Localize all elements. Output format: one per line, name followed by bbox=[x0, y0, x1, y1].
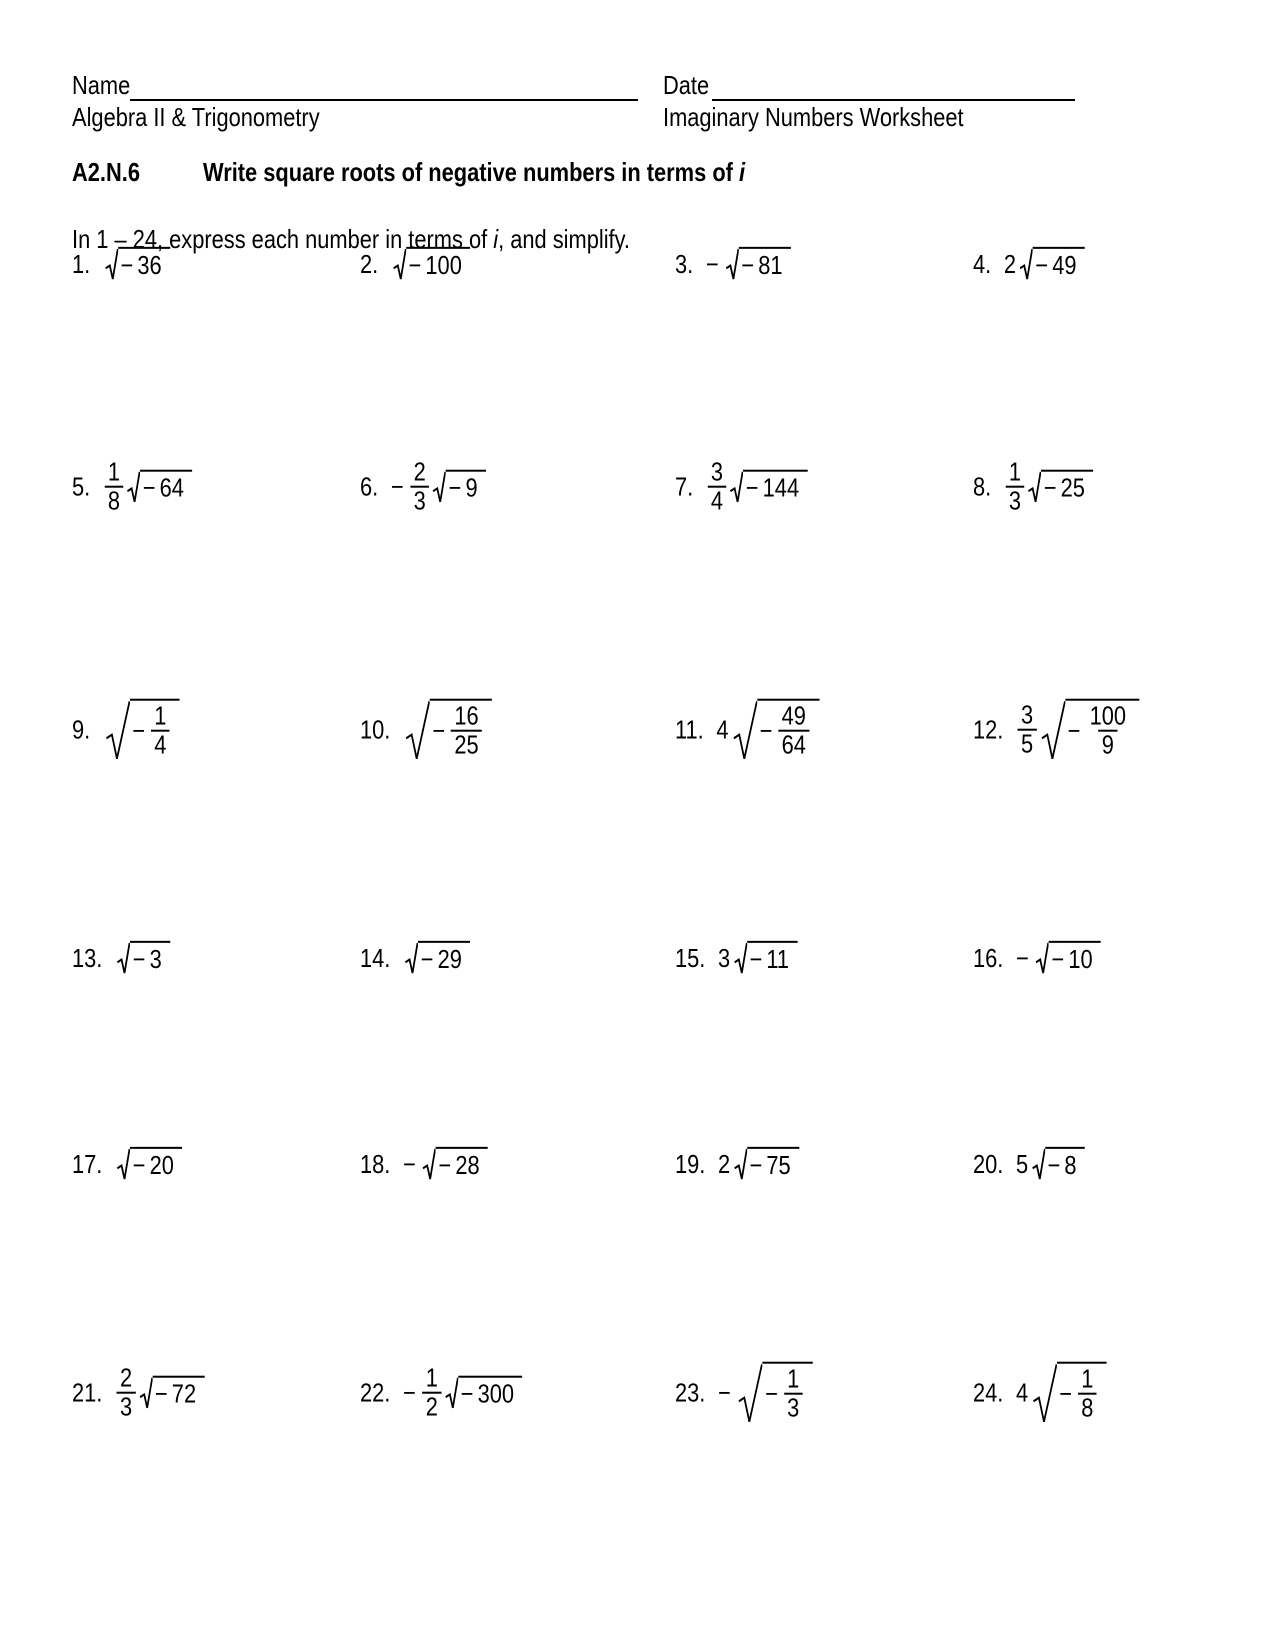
radicand-value: 64 bbox=[159, 472, 184, 503]
radicand-negative-sign: − bbox=[1035, 249, 1049, 280]
radical bbox=[730, 470, 808, 504]
radicand bbox=[130, 941, 170, 975]
coefficient: 4 bbox=[1015, 1377, 1029, 1408]
name-blank-line bbox=[130, 99, 638, 101]
problem-number: 1. bbox=[72, 248, 91, 279]
fraction-denominator: 5 bbox=[1018, 729, 1037, 758]
radical bbox=[104, 699, 179, 762]
radical bbox=[725, 247, 791, 281]
radicand-negative-sign: − bbox=[741, 249, 755, 280]
radical bbox=[392, 247, 470, 281]
problem-cell bbox=[973, 941, 1101, 975]
radicand-value: 100 bbox=[425, 249, 462, 280]
fraction-denominator: 4 bbox=[707, 486, 726, 515]
fraction-denominator: 8 bbox=[104, 486, 123, 515]
problem-number: 11. bbox=[675, 714, 704, 745]
radicand-value: 9 bbox=[465, 472, 478, 503]
problem-cell bbox=[675, 456, 807, 516]
radical-sign-icon bbox=[139, 1376, 152, 1410]
coefficient: 2 bbox=[717, 1148, 731, 1179]
fraction-numerator: 100 bbox=[1089, 700, 1127, 731]
radicand-fraction bbox=[451, 700, 482, 760]
radical-sign-icon bbox=[104, 699, 129, 762]
radicand-fraction bbox=[1078, 1363, 1097, 1423]
fraction-denominator: 25 bbox=[451, 730, 482, 759]
radicand bbox=[140, 470, 192, 504]
fraction-denominator: 3 bbox=[117, 1392, 136, 1421]
radicand-negative-sign: − bbox=[408, 249, 422, 280]
radical-sign-icon bbox=[733, 941, 746, 975]
worksheet-title: Imaginary Numbers Worksheet bbox=[663, 102, 964, 132]
radicand-value: 10 bbox=[1068, 943, 1093, 974]
radicand bbox=[739, 247, 791, 281]
radical bbox=[139, 1376, 205, 1410]
radicand-value: 8 bbox=[1064, 1149, 1077, 1180]
problem-cell bbox=[973, 1362, 1107, 1425]
radical bbox=[433, 470, 486, 504]
radicand-value: 20 bbox=[149, 1149, 174, 1180]
radical-sign-icon bbox=[725, 247, 738, 281]
radicand-negative-sign: − bbox=[132, 715, 145, 746]
radical-sign-icon bbox=[405, 941, 418, 975]
radicand-negative-sign: − bbox=[749, 1149, 763, 1180]
radical bbox=[737, 1362, 812, 1425]
radical bbox=[117, 1147, 183, 1181]
radical-sign-icon bbox=[405, 699, 430, 762]
radicand bbox=[406, 247, 470, 281]
instructions-i: i bbox=[493, 224, 499, 254]
radical-sign-icon bbox=[117, 941, 130, 975]
problem-number: 15. bbox=[675, 942, 706, 973]
radicand-value: 36 bbox=[137, 249, 162, 280]
radicand-negative-sign: − bbox=[120, 249, 134, 280]
radicand-negative-sign: − bbox=[432, 715, 446, 746]
radicand bbox=[458, 1376, 522, 1410]
radicand-negative-sign: − bbox=[132, 1149, 146, 1180]
coefficient-fraction bbox=[104, 456, 123, 516]
radicand bbox=[743, 470, 807, 504]
radical-sign-icon bbox=[1019, 247, 1032, 281]
radicand bbox=[446, 470, 486, 504]
radical-sign-icon bbox=[1040, 699, 1065, 762]
radicand bbox=[430, 699, 492, 762]
problem-cell bbox=[973, 456, 1093, 516]
negative-sign: − bbox=[402, 1377, 416, 1408]
radical-sign-icon bbox=[127, 470, 140, 504]
radical bbox=[127, 470, 193, 504]
radicand-negative-sign: − bbox=[438, 1149, 452, 1180]
radical-sign-icon bbox=[117, 1147, 130, 1181]
fraction-numerator: 1 bbox=[154, 700, 167, 731]
radical-sign-icon bbox=[1031, 1147, 1044, 1181]
problem-cell bbox=[360, 699, 492, 762]
problem-number: 4. bbox=[973, 248, 992, 279]
problem-cell bbox=[360, 1362, 522, 1422]
problem-cell bbox=[973, 699, 1139, 762]
fraction-numerator: 3 bbox=[1021, 699, 1034, 730]
radicand-value: 3 bbox=[149, 943, 162, 974]
problem-cell bbox=[360, 1147, 488, 1181]
radicand-negative-sign: − bbox=[420, 943, 434, 974]
problem-cell bbox=[973, 1147, 1085, 1181]
problem-cell bbox=[360, 247, 470, 281]
fraction-numerator: 1 bbox=[107, 456, 121, 487]
radicand bbox=[418, 941, 470, 975]
radicand bbox=[757, 699, 819, 762]
fraction-denominator: 64 bbox=[778, 730, 809, 759]
radical bbox=[1031, 1147, 1084, 1181]
negative-sign: − bbox=[717, 1377, 731, 1408]
radicand bbox=[1065, 699, 1139, 762]
radicand-value: 81 bbox=[758, 249, 783, 280]
fraction-denominator: 4 bbox=[151, 730, 170, 759]
radical-sign-icon bbox=[730, 470, 743, 504]
problem-number: 19. bbox=[675, 1148, 706, 1179]
problem-number: 14. bbox=[360, 942, 391, 973]
radical-sign-icon bbox=[1028, 470, 1041, 504]
radicand bbox=[130, 1147, 182, 1181]
radicand-value: 29 bbox=[437, 943, 462, 974]
radicand-value: 144 bbox=[762, 472, 800, 503]
radical bbox=[1040, 699, 1140, 762]
problem-cell bbox=[72, 1147, 182, 1181]
radical bbox=[405, 699, 492, 762]
radical bbox=[1019, 247, 1085, 281]
fraction-denominator: 3 bbox=[784, 1393, 803, 1422]
fraction-numerator: 2 bbox=[413, 456, 426, 487]
fraction-numerator: 1 bbox=[787, 1363, 800, 1394]
radicand-value: 28 bbox=[455, 1149, 480, 1180]
radicand-value: 11 bbox=[766, 943, 790, 974]
fraction-denominator: 9 bbox=[1098, 730, 1117, 759]
radicand-fraction bbox=[1086, 700, 1129, 760]
radicand-negative-sign: − bbox=[1067, 715, 1081, 746]
radicand bbox=[130, 699, 180, 762]
instructions-pre: In 1 – 24, express each number in terms of bbox=[72, 224, 494, 254]
fraction-numerator: 16 bbox=[454, 700, 479, 731]
problem-cell bbox=[675, 247, 791, 281]
radicand bbox=[1033, 247, 1085, 281]
radicand-negative-sign: − bbox=[132, 943, 146, 974]
coefficient-fraction bbox=[117, 1362, 136, 1422]
radicand bbox=[1045, 1147, 1085, 1181]
standard-description-text: Write square roots of negative numbers in terms of bbox=[203, 157, 739, 187]
coefficient-fraction bbox=[1005, 456, 1024, 516]
problem-cell bbox=[973, 247, 1085, 281]
radicand-fraction bbox=[151, 700, 170, 760]
negative-sign: − bbox=[705, 248, 719, 279]
radicand-fraction bbox=[778, 700, 809, 760]
problem-cell bbox=[675, 1147, 799, 1181]
fraction-numerator: 1 bbox=[1008, 456, 1022, 487]
problem-cell bbox=[72, 699, 180, 762]
problem-cell bbox=[360, 941, 470, 975]
radical-sign-icon bbox=[104, 247, 117, 281]
fraction-numerator: 49 bbox=[781, 700, 806, 731]
problem-number: 24. bbox=[973, 1377, 1004, 1408]
radical-sign-icon bbox=[732, 699, 757, 762]
course-name: Algebra II & Trigonometry bbox=[72, 102, 320, 132]
instructions-post: , and simplify. bbox=[498, 224, 630, 254]
problem-number: 8. bbox=[973, 471, 992, 502]
problem-number: 21. bbox=[72, 1377, 103, 1408]
coefficient: 3 bbox=[717, 942, 731, 973]
problem-number: 20. bbox=[973, 1148, 1004, 1179]
fraction-denominator: 3 bbox=[1005, 486, 1024, 515]
radical bbox=[445, 1376, 523, 1410]
radicand bbox=[118, 247, 170, 281]
radicand-negative-sign: − bbox=[1051, 943, 1065, 974]
problem-cell bbox=[72, 247, 170, 281]
coefficient: 4 bbox=[716, 714, 729, 745]
radical bbox=[1031, 1362, 1106, 1425]
problem-number: 22. bbox=[360, 1377, 391, 1408]
radicand bbox=[1041, 470, 1093, 504]
coefficient: 5 bbox=[1015, 1148, 1029, 1179]
problem-number: 7. bbox=[675, 471, 694, 502]
radicand-negative-sign: − bbox=[448, 472, 462, 503]
radicand-negative-sign: − bbox=[1043, 472, 1057, 503]
radicand-value: 300 bbox=[477, 1378, 515, 1409]
problem-cell bbox=[72, 456, 192, 516]
radicand-negative-sign: − bbox=[460, 1378, 474, 1409]
radicand-negative-sign: − bbox=[749, 943, 763, 974]
problem-cell bbox=[72, 941, 170, 975]
problem-number: 6. bbox=[360, 471, 379, 502]
problem-cell bbox=[675, 699, 819, 762]
radical bbox=[104, 247, 170, 281]
radicand bbox=[747, 1147, 799, 1181]
problem-cell bbox=[360, 456, 486, 516]
radicand-value: 25 bbox=[1060, 472, 1085, 503]
problem-number: 5. bbox=[72, 471, 91, 502]
problem-number: 16. bbox=[973, 942, 1004, 973]
problem-cell bbox=[72, 1362, 204, 1422]
fraction-denominator: 2 bbox=[422, 1392, 441, 1421]
problem-number: 17. bbox=[72, 1148, 103, 1179]
fraction-denominator: 3 bbox=[410, 486, 429, 515]
radical bbox=[405, 941, 471, 975]
coefficient-fraction bbox=[422, 1362, 441, 1422]
radical-sign-icon bbox=[422, 1147, 435, 1181]
standard-description-i: i bbox=[738, 157, 746, 187]
problem-number: 3. bbox=[675, 248, 694, 279]
coefficient-fraction bbox=[410, 456, 429, 516]
fraction-denominator: 8 bbox=[1078, 1393, 1097, 1422]
radicand-value: 72 bbox=[171, 1378, 197, 1409]
problem-number: 18. bbox=[360, 1148, 391, 1179]
standard-code: A2.N.6 bbox=[72, 157, 140, 187]
fraction-numerator: 1 bbox=[425, 1362, 438, 1393]
radical-sign-icon bbox=[1035, 941, 1048, 975]
radicand bbox=[1057, 1362, 1107, 1425]
radicand-negative-sign: − bbox=[745, 472, 759, 503]
negative-sign: − bbox=[1015, 942, 1029, 973]
fraction-numerator: 1 bbox=[1081, 1363, 1094, 1394]
radicand bbox=[1049, 941, 1101, 975]
date-blank-line bbox=[712, 99, 1075, 101]
radicand bbox=[436, 1147, 488, 1181]
fraction-numerator: 3 bbox=[710, 456, 724, 487]
radical-sign-icon bbox=[1031, 1362, 1056, 1425]
problem-number: 2. bbox=[360, 248, 379, 279]
radical bbox=[733, 1147, 799, 1181]
radicand-negative-sign: − bbox=[1047, 1149, 1061, 1180]
radical bbox=[733, 941, 797, 975]
standard-description bbox=[203, 157, 745, 187]
problem-number: 23. bbox=[675, 1377, 706, 1408]
date-label: Date bbox=[663, 70, 710, 100]
problem-number: 13. bbox=[72, 942, 103, 973]
problem-cell bbox=[675, 941, 797, 975]
fraction-numerator: 2 bbox=[120, 1362, 133, 1393]
radicand-negative-sign: − bbox=[142, 472, 156, 503]
radical bbox=[732, 699, 819, 762]
radical-sign-icon bbox=[445, 1376, 458, 1410]
coefficient: 2 bbox=[1003, 248, 1016, 279]
problem-cell bbox=[675, 1362, 813, 1425]
radical bbox=[117, 941, 170, 975]
radicand-negative-sign: − bbox=[154, 1378, 168, 1409]
coefficient-fraction bbox=[707, 456, 726, 516]
negative-sign: − bbox=[402, 1148, 416, 1179]
radicand bbox=[763, 1362, 813, 1425]
radical bbox=[1028, 470, 1094, 504]
name-label: Name bbox=[72, 70, 131, 100]
radicand-value: 75 bbox=[766, 1149, 791, 1180]
radicand-value: 49 bbox=[1052, 249, 1077, 280]
radical bbox=[1035, 941, 1101, 975]
problem-number: 10. bbox=[360, 714, 391, 745]
radical-sign-icon bbox=[392, 247, 405, 281]
radicand-negative-sign: − bbox=[765, 1378, 778, 1409]
problem-number: 12. bbox=[973, 714, 1004, 745]
radicand-negative-sign: − bbox=[759, 715, 773, 746]
radical-sign-icon bbox=[433, 470, 446, 504]
radical-sign-icon bbox=[733, 1147, 746, 1181]
radical bbox=[422, 1147, 488, 1181]
radicand bbox=[152, 1376, 204, 1410]
coefficient-fraction bbox=[1018, 699, 1037, 759]
radicand-negative-sign: − bbox=[1059, 1378, 1072, 1409]
negative-sign: − bbox=[390, 471, 404, 502]
radicand bbox=[747, 941, 798, 975]
problem-number: 9. bbox=[72, 714, 91, 745]
radical-sign-icon bbox=[737, 1362, 762, 1425]
radicand-fraction bbox=[784, 1363, 803, 1423]
